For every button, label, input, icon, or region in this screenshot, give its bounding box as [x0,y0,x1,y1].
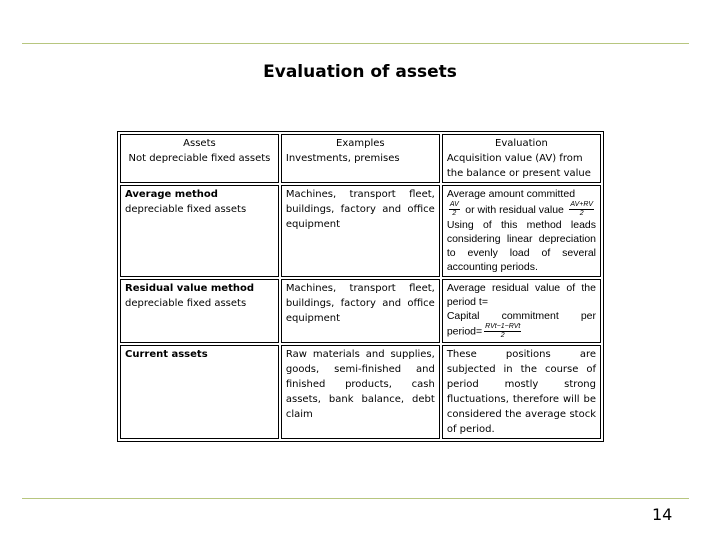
row-1-evaluation: Acquisition value (AV) from the balance or present value [446,153,591,179]
rv-fraction-den: 2 [500,332,505,339]
row-1-examples: Investments, premises [285,153,400,164]
slide-title: Evaluation of assets [263,62,457,82]
header-examples [281,134,440,183]
row-2-eval-mid: or with residual value [465,203,564,216]
row-4-examples: Raw materials and supplies, goods, semi-finished and finished products, cash assets, bank balance, debt claim [281,345,440,439]
row-2-asset-sub: depreciable fixed assets [125,204,247,215]
header-assets-label: Assets [183,138,216,149]
header-assets [120,134,279,183]
row-3-eval-line2: Capital commitment per [446,310,596,322]
table-header-row [120,134,601,183]
row-3-eval-prefix: period= [446,325,483,338]
table-row [120,185,601,277]
row-4-asset-main: Current assets [125,349,208,360]
row-3-asset [120,279,279,343]
top-divider [22,43,689,44]
row-3-asset-main: Residual value method [125,283,255,294]
row-2-eval-formula [447,201,596,218]
row-4-asset [120,345,279,439]
page-number: 14 [652,505,673,524]
table-row [120,345,601,439]
header-examples-label: Examples [336,138,385,149]
row-2-eval-line1: Average amount committed [446,188,576,200]
assets-table [117,131,604,442]
row-3-eval-formula [447,323,596,340]
av-fraction-num: AV [449,201,459,208]
row-2-evaluation [442,185,601,277]
row-3-evaluation [442,279,601,343]
row-3-eval-line1: Average residual value of the period t= [446,282,596,308]
av-rv-fraction-num: AV+RV [570,201,593,208]
row-2-asset-main: Average method [125,189,218,200]
row-2-asset [120,185,279,277]
row-1-asset-sub: Not depreciable fixed assets [128,153,271,164]
row-3-asset-sub: depreciable fixed assets [125,298,247,309]
row-2-eval-rest: Using of this method leads considering linear depreciation to evenly load of several accounting periods. [446,219,596,273]
av-rv-fraction [569,201,594,218]
av-fraction-den: 2 [452,210,457,217]
rv-fraction-num: RVt−1−RVt [485,323,521,330]
av-fraction [449,201,460,218]
av-rv-fraction-den: 2 [579,210,584,217]
rv-fraction [484,323,521,340]
row-4-evaluation: These positions are subjected in the course of period mostly strong fluctuations, therefore will be considered the average stock of period. [442,345,601,439]
header-evaluation-label: Evaluation [495,138,548,149]
bottom-divider [22,498,689,499]
table-row [120,279,601,343]
header-evaluation [442,134,601,183]
row-3-examples: Machines, transport fleet, buildings, factory and office equipment [281,279,440,343]
row-2-examples: Machines, transport fleet, buildings, factory and office equipment [281,185,440,277]
